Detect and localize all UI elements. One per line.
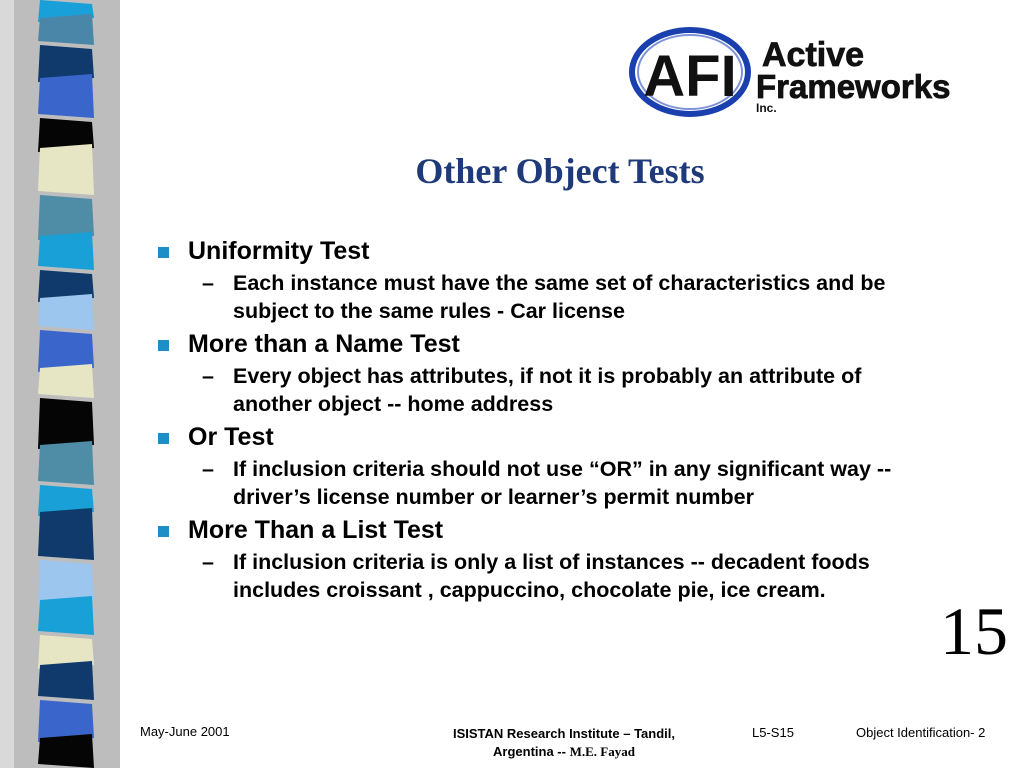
bullet-heading: More Than a List Test	[188, 516, 444, 544]
company-logo	[628, 26, 998, 118]
bullet-heading: Uniformity Test	[188, 237, 370, 265]
strip-band	[38, 734, 94, 768]
footer-slide-code: L5-S15	[752, 725, 794, 740]
bullet-list	[155, 232, 945, 608]
bullet-item	[155, 422, 945, 452]
dash-icon: –	[202, 457, 214, 481]
footer-institute	[430, 725, 698, 761]
logo-mark: AFI	[643, 44, 737, 109]
footer-institute-country: Argentina --	[493, 744, 566, 759]
dash-icon: –	[202, 364, 214, 388]
bullet-heading: Or Test	[188, 423, 274, 451]
sub-bullet-item	[202, 363, 945, 418]
strip-edge	[0, 0, 14, 768]
square-bullet-icon	[158, 526, 169, 537]
strip-graphic	[0, 0, 120, 768]
logo-text-line1: Active	[762, 36, 865, 74]
sub-bullet-text: Each instance must have the same set of characteristics and be subject to the same rules - Car license	[233, 271, 886, 323]
sub-bullet-item	[202, 270, 945, 325]
active-frameworks-logo	[628, 26, 998, 118]
logo-text-suffix: Inc.	[756, 101, 777, 115]
dash-icon: –	[202, 550, 214, 574]
bullet-item	[155, 329, 945, 359]
sub-bullet-text: If inclusion criteria should not use “OR” in any significant way -- driver’s license number or learner’s permit number	[233, 457, 892, 509]
strip-band	[38, 74, 94, 118]
decorative-side-strip	[0, 0, 120, 768]
strip-band	[38, 14, 94, 45]
strip-band	[38, 294, 94, 330]
footer-institute-line1: ISISTAN Research Institute – Tandil,	[452, 726, 675, 741]
dash-icon: –	[202, 271, 214, 295]
strip-band	[38, 508, 94, 560]
footer-date: May-June 2001	[140, 724, 230, 739]
footer-author: M.E. Fayad	[569, 744, 635, 759]
strip-band	[38, 596, 94, 635]
bullet-heading: More than a Name Test	[188, 330, 460, 358]
strip-band	[38, 661, 94, 700]
footer-institute-line2	[430, 743, 698, 761]
sub-bullet-item	[202, 549, 945, 604]
square-bullet-icon	[158, 433, 169, 444]
bullet-item	[155, 236, 945, 266]
strip-band	[38, 441, 94, 485]
bullet-item	[155, 515, 945, 545]
sub-bullet-text: Every object has attributes, if not it is probably an attribute of another object -- home address	[233, 364, 862, 416]
strip-band	[38, 232, 94, 270]
strip-band	[38, 144, 94, 195]
logo-text-line2: Frameworks	[756, 68, 951, 105]
strip-band	[38, 398, 94, 449]
square-bullet-icon	[158, 340, 169, 351]
footer-topic: Object Identification- 2	[856, 725, 986, 740]
slide-title: Other Object Tests	[415, 151, 705, 191]
sub-bullet-text: If inclusion criteria is only a list of instances -- decadent foods includes croissant , cappuccino, chocolate pie, ice cream.	[233, 550, 870, 602]
square-bullet-icon	[158, 247, 169, 258]
page-number: 15	[940, 593, 1008, 669]
strip-band	[38, 364, 94, 398]
sub-bullet-item	[202, 456, 945, 511]
